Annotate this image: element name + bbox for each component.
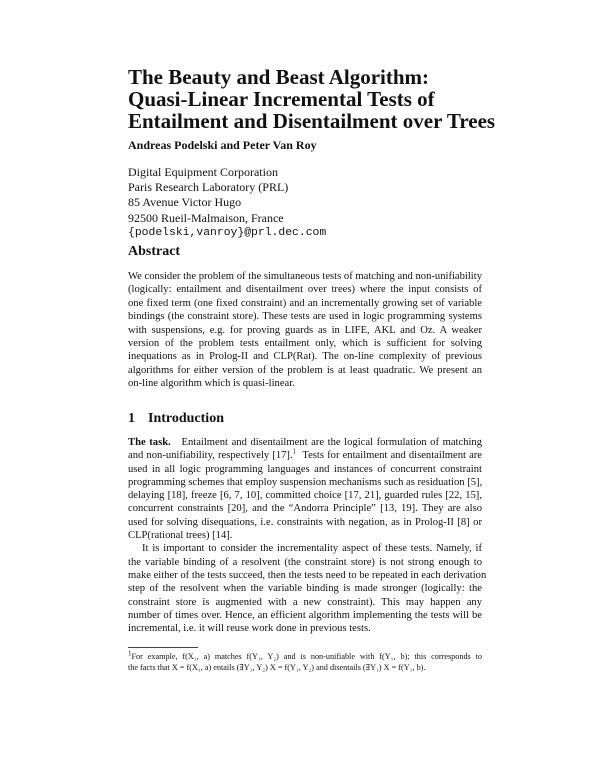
intro-line: programming schemes that employ suspension mechanisms such as residuation [5],: [128, 476, 483, 488]
intro-line: concurrent constraints [20], and the “Andorra Principle” [13, 19]. They are also: [128, 503, 482, 515]
intro-line: the variable binding of a resolvent (the constraint store) is not strong enough to: [128, 556, 482, 568]
intro-line: It is important to consider the incrementality aspect of these tests. Namely, if: [142, 543, 482, 555]
section-number: 1: [128, 411, 135, 426]
affiliation-line: Digital Equipment Corporation: [128, 165, 278, 179]
abstract-heading: Abstract: [128, 244, 181, 259]
footnote-text: For example, f(X₁, a) matches f(Y₁, Y₂) and is non-unifiable with f(Y₁, b); this corresponds to: [131, 652, 482, 661]
abstract-line: We consider the problem of the simultaneous tests of matching and non-unifiability: [128, 271, 482, 282]
affiliation-line: 92500 Rueil-Malmaison, France: [128, 210, 284, 225]
intro-text: Tests for entailment and disentailment are: [302, 450, 482, 462]
title-line: Entailment and Disentailment over Trees: [128, 109, 496, 133]
intro-text: and non-unifiability, respectively [17].: [128, 450, 293, 462]
abstract-line: version of the problem tests entailment only, which is sufficient for solving: [128, 338, 482, 350]
abstract-body: [128, 270, 482, 391]
section-heading-introduction: [128, 411, 224, 427]
run-in-heading: The task.: [128, 437, 171, 448]
abstract-line: on-line algorithm which is quasi-linear.: [128, 378, 295, 390]
footnote-line: the facts that X = f(X₁, a) entails (∃Y₁, Y₂) X = f(Y₁, Y₂) and disentails (∃Y₁) X = f(Y₁, b).: [128, 663, 426, 672]
intro-line: make either of the tests succeed, then the tests need to be repeated in each derivation: [128, 569, 487, 581]
section-title: Introduction: [148, 411, 224, 426]
intro-line: number of times over. Hence, an efficient algorithm implementing the tests will be: [128, 609, 482, 621]
footnote-number: 1: [128, 649, 132, 658]
title-line: Quasi-Linear Incremental Tests of: [128, 87, 435, 111]
affiliation-line: 85 Avenue Victor Hugo: [128, 195, 242, 210]
paper-title: [128, 66, 568, 132]
abstract-line: inequations as in Prolog-II and CLP(Rat). The on-line complexity of previous: [128, 351, 482, 363]
intro-text: Entailment and disentailment are the logical formulation of matching: [181, 437, 482, 448]
affiliation-block: [128, 165, 326, 241]
abstract-line: algorithms for either version of the problem is at least quadratic. We present an: [128, 364, 482, 376]
intro-line: [128, 436, 482, 449]
footnote-rule: [128, 647, 198, 648]
footnote-line: [128, 651, 482, 662]
email-address: {podelski,vanroy}@prl.dec.com: [128, 226, 327, 239]
intro-line: CLP(rational trees) [14].: [128, 530, 233, 542]
introduction-body: [128, 436, 487, 635]
affiliation-line: Paris Research Laboratory (PRL): [128, 180, 289, 195]
title-line: The Beauty and Beast Algorithm:: [128, 65, 430, 89]
intro-line: delaying [18], freeze [6, 7, 10], committed choice [17, 21], guarded rules [22, 15],: [128, 490, 482, 502]
authors: Andreas Podelski and Peter Van Roy: [128, 138, 317, 152]
intro-line: constraint store is augmented with a new constraint). This may happen any: [128, 596, 482, 608]
abstract-line: (logically: entailment and disentailment over trees) where the input consists of: [128, 284, 482, 296]
abstract-line: one fixed term (one fixed constraint) and an incrementally growing set of variable: [128, 297, 482, 309]
intro-line: incremental, i.e. it will reuse work done in previous tests.: [128, 623, 371, 635]
abstract-line: bindings (the constraint store). These tests are used in logic programming systems: [128, 311, 482, 323]
intro-line: step of the resolvent when the variable binding is made stronger (logically: the: [128, 583, 482, 595]
abstract-line: with suspensions, e.g. for proving guards as in LIFE, AKL and Oz. A weaker: [128, 324, 482, 336]
intro-line: used for solving disequations, i.e. constraints with negation, as in Prolog-II [8] or: [128, 516, 482, 528]
intro-line: used in all logic programming languages and instances of concurrent constraint: [128, 463, 482, 475]
intro-line: [128, 449, 482, 462]
footnote: [128, 651, 482, 673]
footnote-marker: 1: [292, 447, 297, 456]
